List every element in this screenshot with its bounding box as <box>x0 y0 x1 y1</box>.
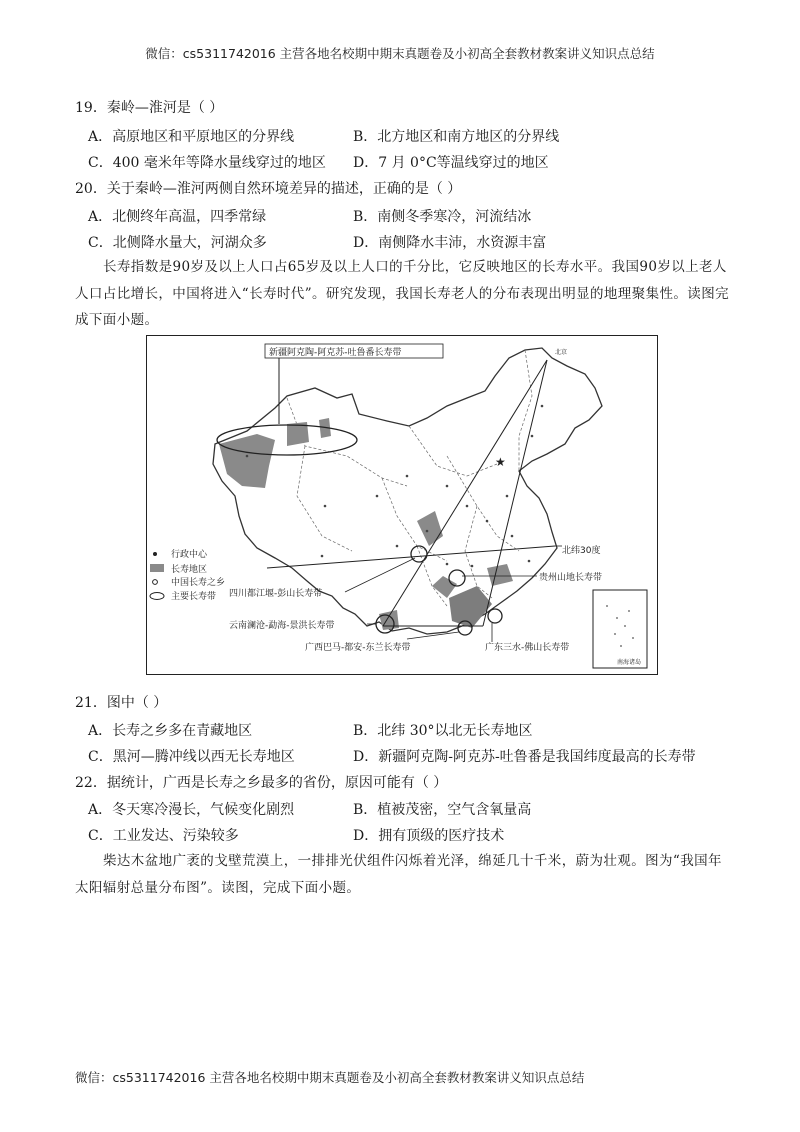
question-22-option-b: B．植被茂密，空气含氧量高 <box>353 802 532 818</box>
question-19-option-b: B．北方地区和南方地区的分界线 <box>353 129 560 145</box>
label-guangdong-belt: 广东三水-佛山长寿带 <box>485 643 570 653</box>
question-22-option-c: C．工业发达、污染较多 <box>88 828 239 844</box>
longevity-map-figure <box>146 335 658 675</box>
page-header: 微信：cs5311742016 主营各地名校期中期末真题卷及小初高全套教材教案讲义知识点总结 <box>145 46 655 61</box>
question-20-option-a: A．北侧终年高温，四季常绿 <box>88 209 267 225</box>
longevity-area-sichuan <box>417 511 443 546</box>
question-19-option-a: A．高原地区和平原地区的分界线 <box>88 129 295 145</box>
question-21-option-c: C．黑河—腾冲线以西无长寿地区 <box>88 749 295 765</box>
question-22-option-d: D．拥有顶级的医疗技术 <box>353 828 505 844</box>
question-21-option-d: D．新疆阿克陶-阿克苏-吐鲁番是我国纬度最高的长寿带 <box>353 749 696 765</box>
question-20-option-d: D．南侧降水丰沛，水资源丰富 <box>353 235 547 251</box>
legend-belt: 主要长寿带 <box>171 592 217 602</box>
south-china-sea-inset <box>593 590 647 668</box>
label-beijing: 北京 <box>555 349 568 356</box>
question-20-option-c: C．北侧降水量大，河湖众多 <box>88 235 267 251</box>
longevity-area-guangxi <box>449 586 492 628</box>
beijing-star-icon: ★ <box>495 455 506 469</box>
question-21-option-a: A．长寿之乡多在青藏地区 <box>88 723 253 739</box>
legend-town: 中国长寿之乡 <box>171 578 226 588</box>
china-outline-map <box>147 336 657 674</box>
question-20-stem: 20．关于秦岭—淮河两侧自然环境差异的描述，正确的是（ ） <box>75 181 462 197</box>
label-guizhou-belt: 贵州山地长寿带 <box>539 573 603 583</box>
question-21-stem: 21．图中（ ） <box>75 695 168 711</box>
label-guangxi-belt: 广西巴马-都安-东兰长寿带 <box>305 643 411 653</box>
label-sichuan-belt: 四川都江堰-彭山长寿带 <box>229 589 323 599</box>
question-19-stem: 19．秦岭—淮河是（ ） <box>75 100 224 116</box>
label-xinjiang-belt: 新疆阿克陶-阿克苏-吐鲁番长寿带 <box>269 348 402 358</box>
question-19-option-c: C．400 毫米年等降水量线穿过的地区 <box>88 155 326 171</box>
legend-capital: 行政中心 <box>171 550 208 560</box>
question-22-option-a: A．冬天寒冷漫长，气候变化剧烈 <box>88 802 295 818</box>
passage-longevity: 长寿指数是90岁及以上人口占65岁及以上人口的千分比，它反映地区的长寿水平。我国90岁以上老人人口占比增长，中国将进入“长寿时代”。研究发现，我国长寿老人的分布表现出明显的地理聚集性。读图完成下面小题。 <box>75 259 730 328</box>
label-nanhai: 南海诸岛 <box>617 659 642 666</box>
label-yunnan-belt: 云南澜沧-勐海-景洪长寿带 <box>229 621 335 631</box>
question-21-option-b: B．北纬 30°以北无长寿地区 <box>353 723 533 739</box>
map-legend <box>150 548 225 602</box>
question-19-option-d: D．7 月 0°C等温线穿过的地区 <box>353 155 549 171</box>
legend-area: 长寿地区 <box>171 565 208 575</box>
question-20-option-b: B．南侧冬季寒冷，河流结冰 <box>353 209 532 225</box>
longevity-area-xinjiang <box>219 434 275 488</box>
label-lat-30: 北纬30度 <box>562 546 601 556</box>
page-footer: 微信：cs5311742016 主营各地名校期中期末真题卷及小初高全套教材教案讲义知识点总结 <box>75 1070 585 1085</box>
passage-solar: 柴达木盆地广袤的戈壁荒漠上，一排排光伏组件闪烁着光泽，绵延几十千米，蔚为壮观。图为“我国年太阳辐射总量分布图”。读图，完成下面小题。 <box>75 853 722 896</box>
question-22-stem: 22．据统计，广西是长寿之乡最多的省份，原因可能有（ ） <box>75 775 448 791</box>
